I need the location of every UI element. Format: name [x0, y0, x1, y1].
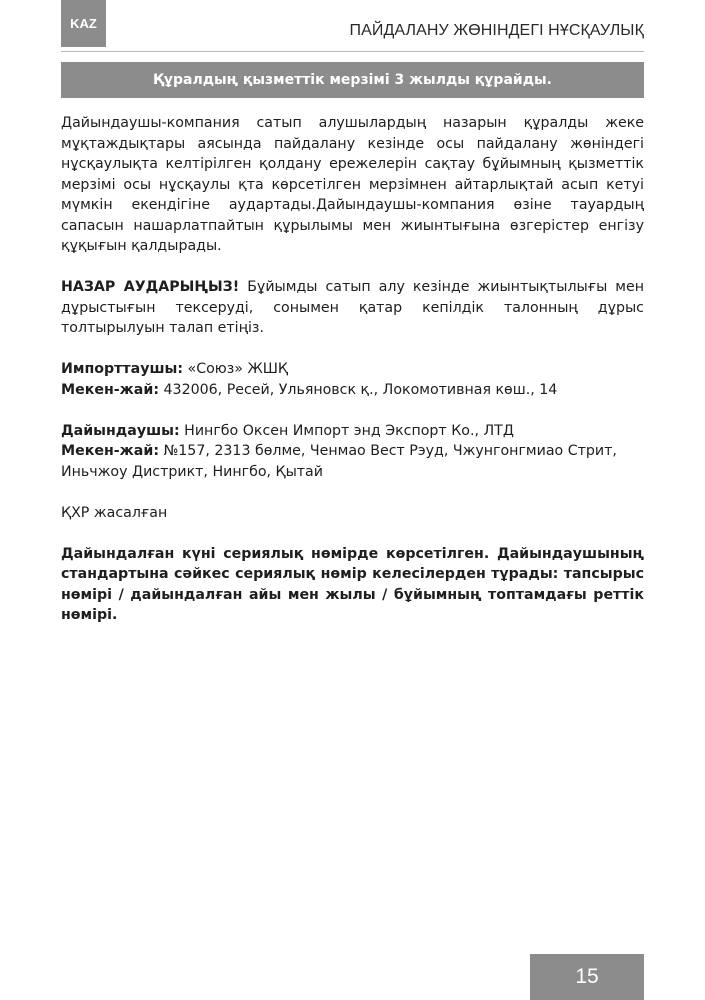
importer-line: [61, 359, 644, 380]
importer-label: Импорттаушы:: [61, 361, 184, 377]
manufacturer-address-line: [61, 441, 644, 482]
page-number: 15: [530, 954, 644, 1000]
origin-line: ҚХР жасалған: [61, 504, 168, 521]
serial-number-note: Дайындалған күні сериялық нөмірде көрсетілген. Дайындаушының стандартына сәйкес сериялық нөмір келесілерден тұрады: тапсырыс нөмірі / дайындалған айы мен жылы / бұйымның топтамдағы реттік нөмірі.: [61, 545, 644, 623]
importer-value: «Союз» ЖШҚ: [183, 361, 288, 377]
importer-address-label: Мекен-жай:: [61, 381, 159, 398]
language-tab: KAZ: [61, 0, 106, 47]
manufacturer-value: Нингбо Оксен Импорт энд Экспорт Ко., ЛТД: [179, 422, 514, 439]
service-life-banner: Құралдың қызметтік мерзімі 3 жылды құрайды.: [61, 62, 644, 98]
importer-address-value: 432006, Ресей, Ульяновск қ., Локомотивная көш., 14: [159, 381, 558, 398]
manufacturer-address-value: №157, 2313 бөлме, Ченмао Вест Рэуд, Чжунгонгмиао Стрит, Иньчжоу Дистрикт, Нингбо, Қытай: [61, 443, 617, 480]
manufacturer-address-label: Мекен-жай:: [61, 443, 159, 459]
page-header-title: ПАЙДАЛАНУ ЖӨНІНДЕГІ НҰСҚАУЛЫҚ: [349, 22, 644, 39]
warning-text: Бұйымды сатып алу кезінде жиынтықтылығы мен дұрыстығын тексеруді, сонымен қатар кепілдік талонның дұрыс толтырылуын талап етіңіз.: [61, 279, 645, 336]
manufacturer-label: Дайындаушы:: [61, 422, 180, 439]
header-divider: [61, 51, 644, 52]
importer-address-line: [61, 380, 644, 401]
warning-label: НАЗАР АУДАРЫҢЫЗ!: [61, 279, 240, 295]
warning-paragraph: [61, 277, 644, 339]
manufacturer-notice-paragraph: Дайындаушы-компания сатып алушылардың назарын құралды жеке мұқтаждықтары аясында пайдалану кезінде осы пайдалану жөніндегі нұсқаулықта келтірілген қолдану ережелерін сақтау бұйымның қызметтік мерзімі осы нұсқаулы қта көрсетілген мерзімнен айтарлықтай асып кетуі мүмкін екендігіне аудартады.Дайындаушы-компания өзіне тауардың сапасын нашарлатпайтын құрылымы мен жиынтығына өзгерістер енгізу құқығын қалдырады.: [61, 115, 644, 254]
manufacturer-line: [61, 421, 644, 442]
page-content: [61, 113, 644, 646]
